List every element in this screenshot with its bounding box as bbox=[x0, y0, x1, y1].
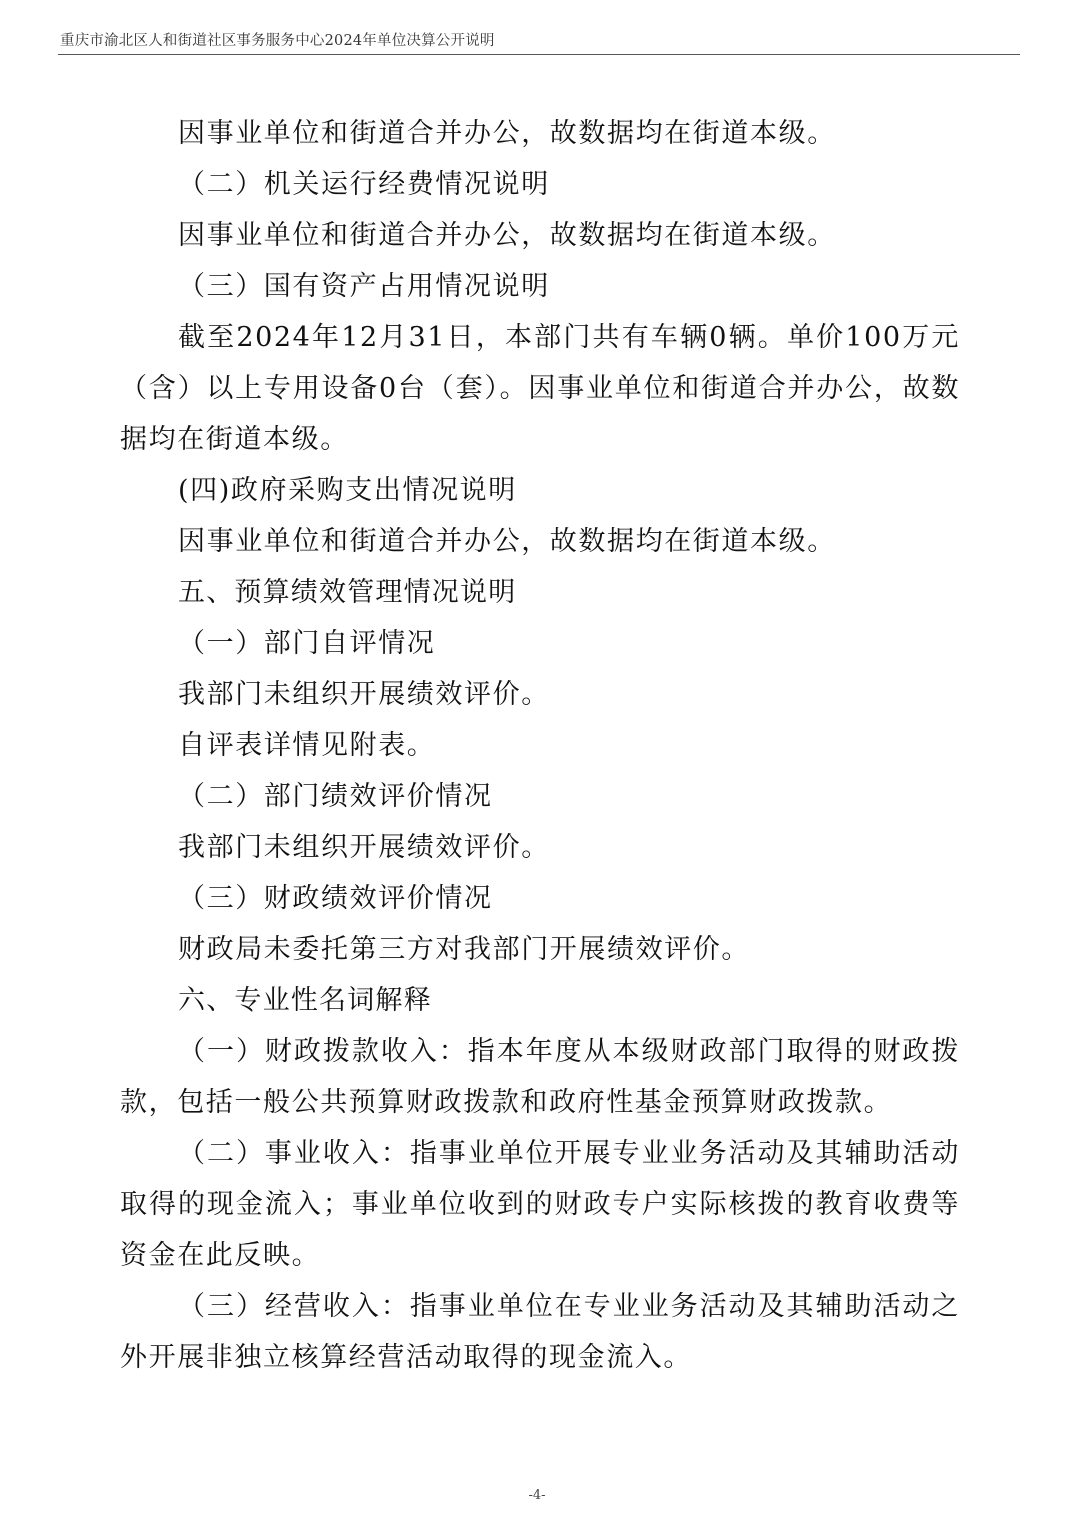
section-heading-performance: 五、预算绩效管理情况说明 bbox=[178, 577, 517, 608]
glossary-item: （一）财政拨款收入：指本年度从本级财政部门取得的财政拨款，包括一般公共预算财政拨款和政府性基金预算财政拨款。 bbox=[120, 1036, 960, 1118]
paragraph-body: 因事业单位和街道合并办公，故数据均在街道本级。 bbox=[178, 526, 836, 557]
document-body bbox=[120, 108, 960, 1383]
paragraph-body: 自评表详情见附表。 bbox=[178, 730, 436, 761]
section-heading-glossary: 六、专业性名词解释 bbox=[178, 985, 432, 1016]
subheading-operating-expenses: （二）机关运行经费情况说明 bbox=[178, 169, 550, 200]
header-divider bbox=[58, 54, 1020, 55]
subheading-self-evaluation: （一）部门自评情况 bbox=[178, 628, 436, 659]
paragraph-body: 财政局未委托第三方对我部门开展绩效评价。 bbox=[178, 934, 750, 965]
paragraph-body: 我部门未组织开展绩效评价。 bbox=[178, 832, 550, 863]
glossary-item: （三）经营收入：指事业单位在专业业务活动及其辅助活动之外开展非独立核算经营活动取得的现金流入。 bbox=[120, 1291, 960, 1373]
glossary-item: （二）事业收入：指事业单位开展专业业务活动及其辅助活动取得的现金流入；事业单位收到的财政专户实际核拨的教育收费等资金在此反映。 bbox=[120, 1138, 960, 1271]
subheading-procurement: (四)政府采购支出情况说明 bbox=[178, 475, 517, 506]
page-number: -4- bbox=[528, 1488, 546, 1503]
subheading-finance-evaluation: （三）财政绩效评价情况 bbox=[178, 883, 493, 914]
paragraph-assets: 截至2024年12月31日，本部门共有车辆0辆。单价100万元（含）以上专用设备0台（套）。因事业单位和街道合并办公，故数据均在街道本级。 bbox=[120, 322, 960, 455]
paragraph-body: 我部门未组织开展绩效评价。 bbox=[178, 679, 550, 710]
paragraph-body: 因事业单位和街道合并办公，故数据均在街道本级。 bbox=[178, 220, 836, 251]
subheading-state-assets: （三）国有资产占用情况说明 bbox=[178, 271, 550, 302]
page-header: 重庆市渝北区人和街道社区事务服务中心2024年单位决算公开说明 bbox=[60, 33, 495, 49]
paragraph-body: 因事业单位和街道合并办公，故数据均在街道本级。 bbox=[178, 118, 836, 149]
subheading-department-evaluation: （二）部门绩效评价情况 bbox=[178, 781, 493, 812]
